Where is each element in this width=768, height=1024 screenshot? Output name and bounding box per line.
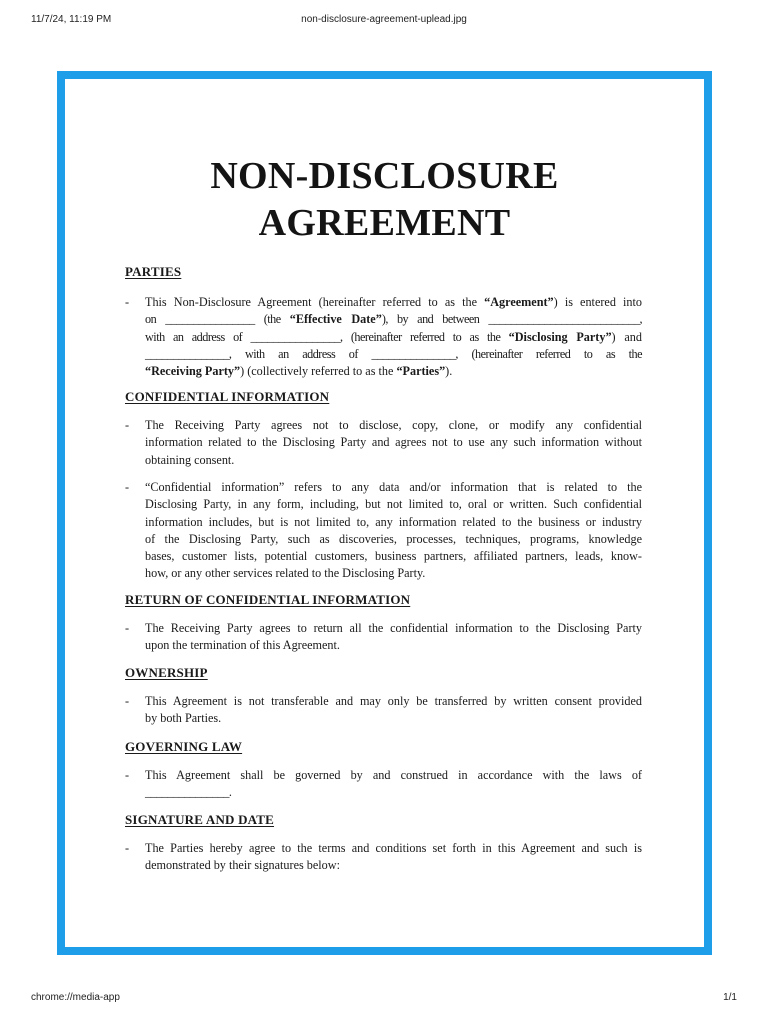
print-header [0, 14, 768, 28]
confidential-p2-line-2: Disclosing Party, in any form, including, but not limited to, oral or written. Such confidential [145, 497, 642, 512]
confidential-p2-line-6: how, or any other services related to the Disclosing Party. [145, 566, 426, 581]
confidential-paragraph-1 [125, 417, 642, 469]
signature-line-1: The Parties hereby agree to the terms and conditions set forth in this Agreement and such is [145, 841, 642, 855]
confidential-p2-line-4: of the Disclosing Party, such as discoveries, processes, techniques, programs, knowledge [145, 531, 642, 546]
parties-line-3: with an address of ________________, (hereinafter referred to as the “Disclosing Party”) and [145, 329, 642, 344]
ownership-paragraph [125, 693, 642, 728]
bullet-dash: - [125, 295, 130, 309]
governing-law-line-1: This Agreement shall be governed by and construed in accordance with the laws of [145, 768, 642, 782]
section-heading-confidential: CONFIDENTIAL INFORMATION [125, 389, 330, 404]
section-heading-parties: PARTIES [125, 264, 182, 279]
confidential-p2-line-3: information includes, but is not limited to, any information related to the business or industry [145, 514, 642, 529]
parties-paragraph [125, 294, 642, 380]
parties-line-1: This Non-Disclosure Agreement (hereinafter referred to as the “Agreement”) is entered into [145, 295, 642, 309]
section-heading-ownership: OWNERSHIP [125, 665, 208, 680]
document-title [65, 153, 704, 247]
print-url: chrome://media-app [31, 992, 120, 1003]
bullet-dash: - [125, 480, 130, 494]
section-heading-governing-law: GOVERNING LAW [125, 739, 243, 754]
ownership-line-2: by both Parties. [145, 711, 222, 726]
document-frame [57, 71, 712, 955]
title-line-2: AGREEMENT [258, 202, 511, 244]
section-heading-signature: SIGNATURE AND DATE [125, 812, 275, 827]
return-line-2: upon the termination of this Agreement. [145, 638, 340, 653]
confidential-p2-line-1: “Confidential information” refers to any data and/or information that is related to the [145, 480, 642, 494]
confidential-p1-line-2: information related to the Disclosing Party and agrees not to use any such information without [145, 435, 642, 450]
ownership-line-1: This Agreement is not transferable and may only be transferred by written consent provided [145, 694, 642, 708]
print-footer [0, 992, 768, 1006]
parties-line-5: “Receiving Party”) (collectively referred to as the “Parties”). [145, 364, 453, 379]
parties-line-4: _______________, with an address of _______________, (hereinafter referred to as the [145, 346, 642, 361]
bullet-dash: - [125, 694, 130, 708]
governing-law-paragraph [125, 767, 642, 802]
print-filename: non-disclosure-agreement-uplead.jpg [301, 14, 467, 25]
print-datetime: 11/7/24, 11:19 PM [31, 14, 112, 25]
confidential-p1-line-3: obtaining consent. [145, 452, 235, 467]
confidential-paragraph-2 [125, 479, 642, 583]
signature-paragraph [125, 840, 642, 875]
section-heading-return: RETURN OF CONFIDENTIAL INFORMATION [125, 592, 411, 607]
bullet-dash: - [125, 841, 130, 855]
signature-line-2: demonstrated by their signatures below: [145, 858, 340, 873]
bullet-dash: - [125, 768, 130, 782]
bullet-dash: - [125, 621, 130, 635]
confidential-p2-line-5: bases, customer lists, potential customers, business partners, affiliated partners, leads, know- [145, 549, 642, 564]
print-page-number: 1/1 [723, 992, 737, 1003]
bullet-dash: - [125, 418, 130, 432]
parties-line-2: on ________________ (the “Effective Date”), by and between ___________________________, [145, 312, 642, 327]
governing-law-line-2: _______________. [145, 785, 232, 800]
return-line-1: The Receiving Party agrees to return all the confidential information to the Disclosing Party [145, 621, 642, 635]
title-line-1: NON-DISCLOSURE [210, 155, 559, 197]
confidential-p1-line-1: The Receiving Party agrees not to disclose, copy, clone, or modify any confidential [145, 418, 642, 432]
return-paragraph [125, 620, 642, 655]
